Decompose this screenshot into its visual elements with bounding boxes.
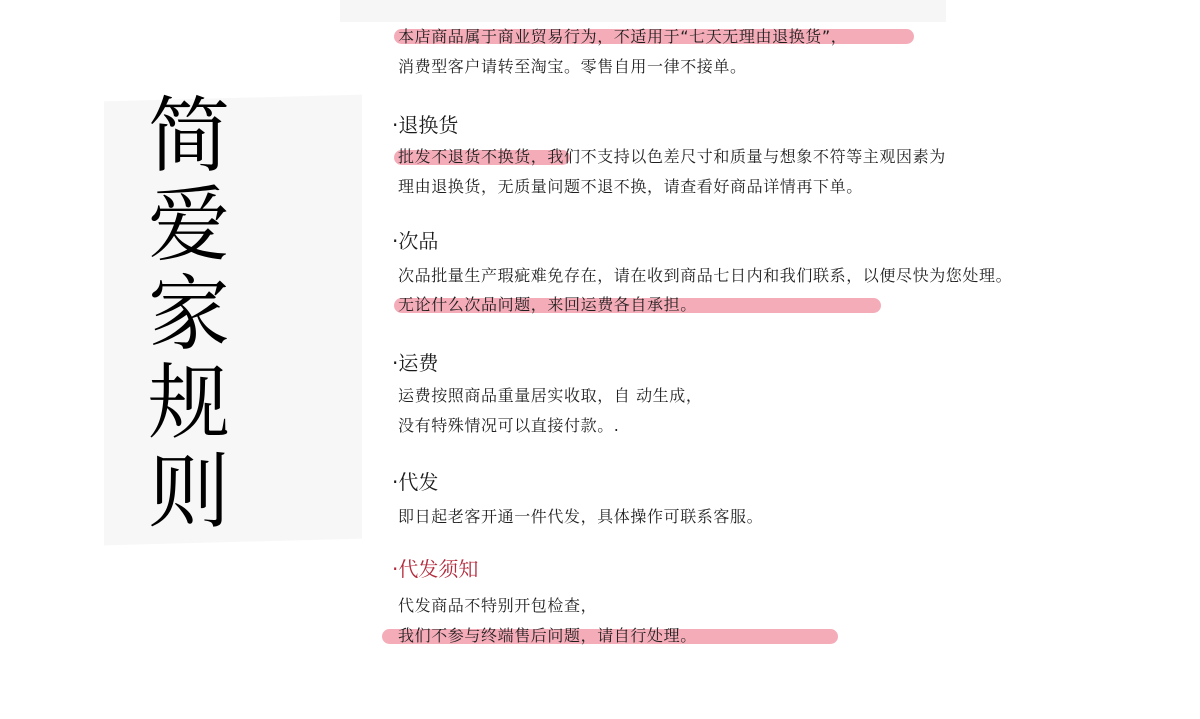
section-dropship-notice-line-1: 代发商品不特别开包检查， bbox=[398, 596, 598, 615]
section-title-dropship: ·代发 bbox=[392, 470, 439, 494]
section-dropship-notice-line-2: 我们不参与终端售后问题，请自行处理。 bbox=[398, 626, 697, 645]
side-title: 简爱家规则 bbox=[148, 89, 231, 540]
section-defects-line-2: 无论什么次品问题，来回运费各自承担。 bbox=[398, 295, 697, 314]
intro-line-1: 本店商品属于商业贸易行为，不适用于“七天无理由退换货”， bbox=[398, 27, 848, 46]
intro-line-2: 消费型客户请转至淘宝。零售自用一律不接单。 bbox=[398, 57, 747, 76]
section-returns-line-2: 理由退换货，无质量问题不退不换，请查看好商品详情再下单。 bbox=[398, 177, 863, 196]
section-title-dropship-notice: ·代发须知 bbox=[392, 557, 479, 581]
section-title-returns: ·退换货 bbox=[392, 113, 459, 137]
section-title-shipping: ·运费 bbox=[392, 351, 439, 375]
section-shipping-line-1: 运费按照商品重量居实收取，自 动生成， bbox=[398, 386, 703, 405]
section-dropship-line-1: 即日起老客开通一件代发，具体操作可联系客服。 bbox=[398, 507, 764, 526]
section-shipping-line-2: 没有特殊情况可以直接付款。. bbox=[398, 416, 620, 435]
top-background-strip bbox=[340, 0, 946, 22]
section-title-defects: ·次品 bbox=[392, 229, 439, 253]
section-defects-line-1: 次品批量生产瑕疵难免存在，请在收到商品七日内和我们联系，以便尽快为您处理。 bbox=[398, 266, 1013, 285]
section-returns-line-1: 批发不退货不换货，我们不支持以色差尺寸和质量与想象不符等主观因素为 bbox=[398, 147, 946, 166]
